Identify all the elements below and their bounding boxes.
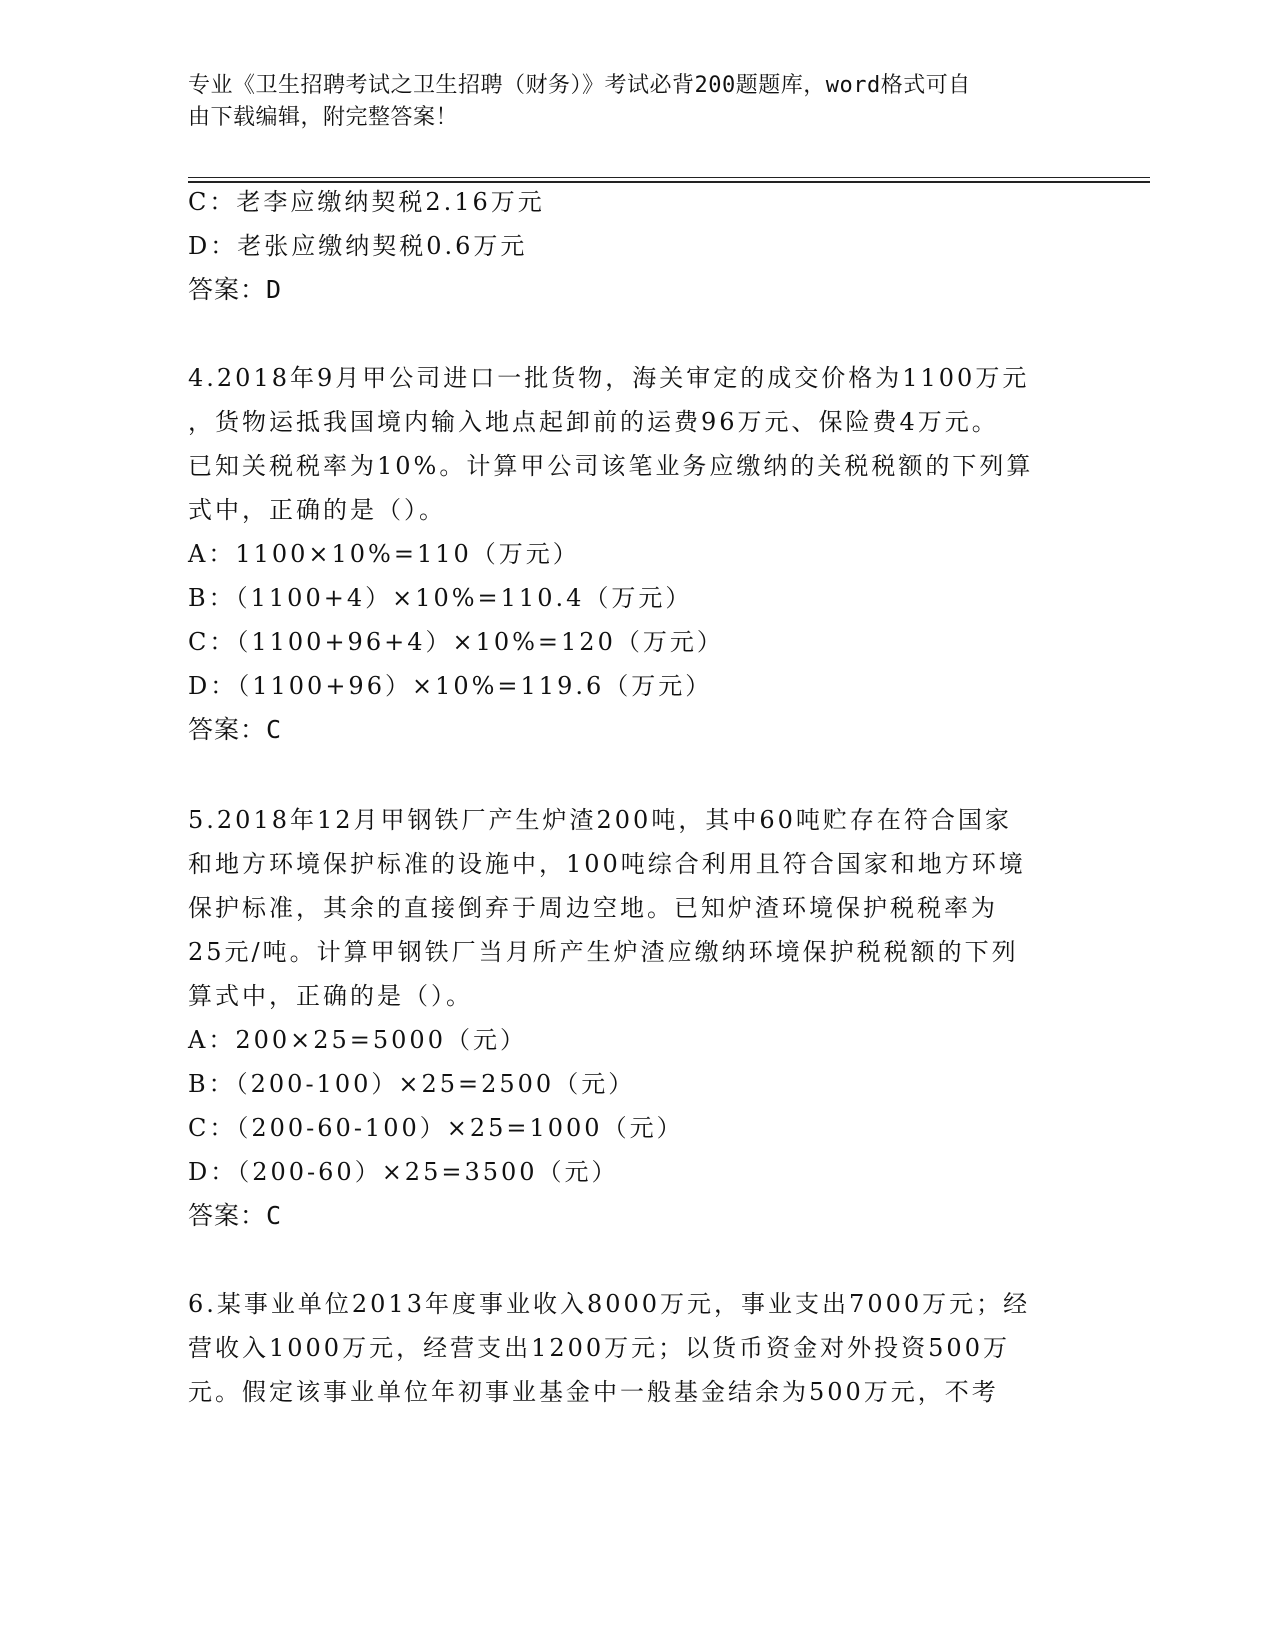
document-header xyxy=(188,70,1088,134)
q6-stem-line-3: 元。假定该事业单位年初事业基金中一般基金结余为500万元，不考 xyxy=(188,1378,999,1406)
q5-option-b: B：（200-100）×25=2500（元） xyxy=(188,1070,636,1098)
q5-option-d: D：（200-60）×25=3500（元） xyxy=(188,1158,619,1186)
header-line-2: 由下载编辑，附完整答案！ xyxy=(188,105,459,130)
q3-answer: 答案：D xyxy=(188,275,283,304)
q5-answer: 答案：C xyxy=(188,1201,283,1230)
header-rule-thin xyxy=(188,177,1150,178)
q3-option-d: D：老张应缴纳契税0.6万元 xyxy=(188,232,528,260)
q5-stem-line-5: 算式中，正确的是（）。 xyxy=(188,982,473,1010)
q5-stem-line-1: 5.2018年12月甲钢铁厂产生炉渣200吨，其中60吨贮存在符合国家 xyxy=(188,806,1012,834)
q4-option-d: D：（1100+96）×10%=119.6（万元） xyxy=(188,672,713,700)
q4-stem-line-4: 式中，正确的是（）。 xyxy=(188,496,446,524)
q5-stem-line-2: 和地方环境保护标准的设施中，100吨综合利用且符合国家和地方环境 xyxy=(188,850,1026,878)
q4-stem-line-3: 已知关税税率为10%。计算甲公司该笔业务应缴纳的关税税额的下列算 xyxy=(188,452,1034,480)
q5-option-a: A：200×25=5000（元） xyxy=(188,1026,527,1054)
q5-option-c: C：（200-60-100）×25=1000（元） xyxy=(188,1114,684,1142)
q6-stem-line-1: 6.某事业单位2013年度事业收入8000万元，事业支出7000万元；经 xyxy=(188,1290,1031,1318)
q4-option-c: C：（1100+96+4）×10%=120（万元） xyxy=(188,628,724,656)
q6-stem-line-2: 营收入1000万元，经营支出1200万元；以货币资金对外投资500万 xyxy=(188,1334,1010,1362)
q5-stem-line-3: 保护标准，其余的直接倒弃于周边空地。已知炉渣环境保护税税率为 xyxy=(188,894,998,922)
header-rule-thick xyxy=(188,181,1150,183)
q5-stem-line-4: 25元/吨。计算甲钢铁厂当月所产生炉渣应缴纳环境保护税税额的下列 xyxy=(188,938,1019,966)
q4-answer: 答案：C xyxy=(188,715,283,744)
q4-option-b: B：（1100+4）×10%=110.4（万元） xyxy=(188,584,693,612)
q3-option-c: C：老李应缴纳契税2.16万元 xyxy=(188,188,545,216)
q4-option-a: A：1100×10%=110（万元） xyxy=(188,540,580,568)
q4-stem-line-2: ，货物运抵我国境内输入地点起卸前的运费96万元、保险费4万元。 xyxy=(188,408,999,436)
q4-stem-line-1: 4.2018年9月甲公司进口一批货物，海关审定的成交价格为1100万元 xyxy=(188,364,1030,392)
header-line-1: 专业《卫生招聘考试之卫生招聘（财务）》考试必背200题题库，word格式可自 xyxy=(188,73,971,98)
